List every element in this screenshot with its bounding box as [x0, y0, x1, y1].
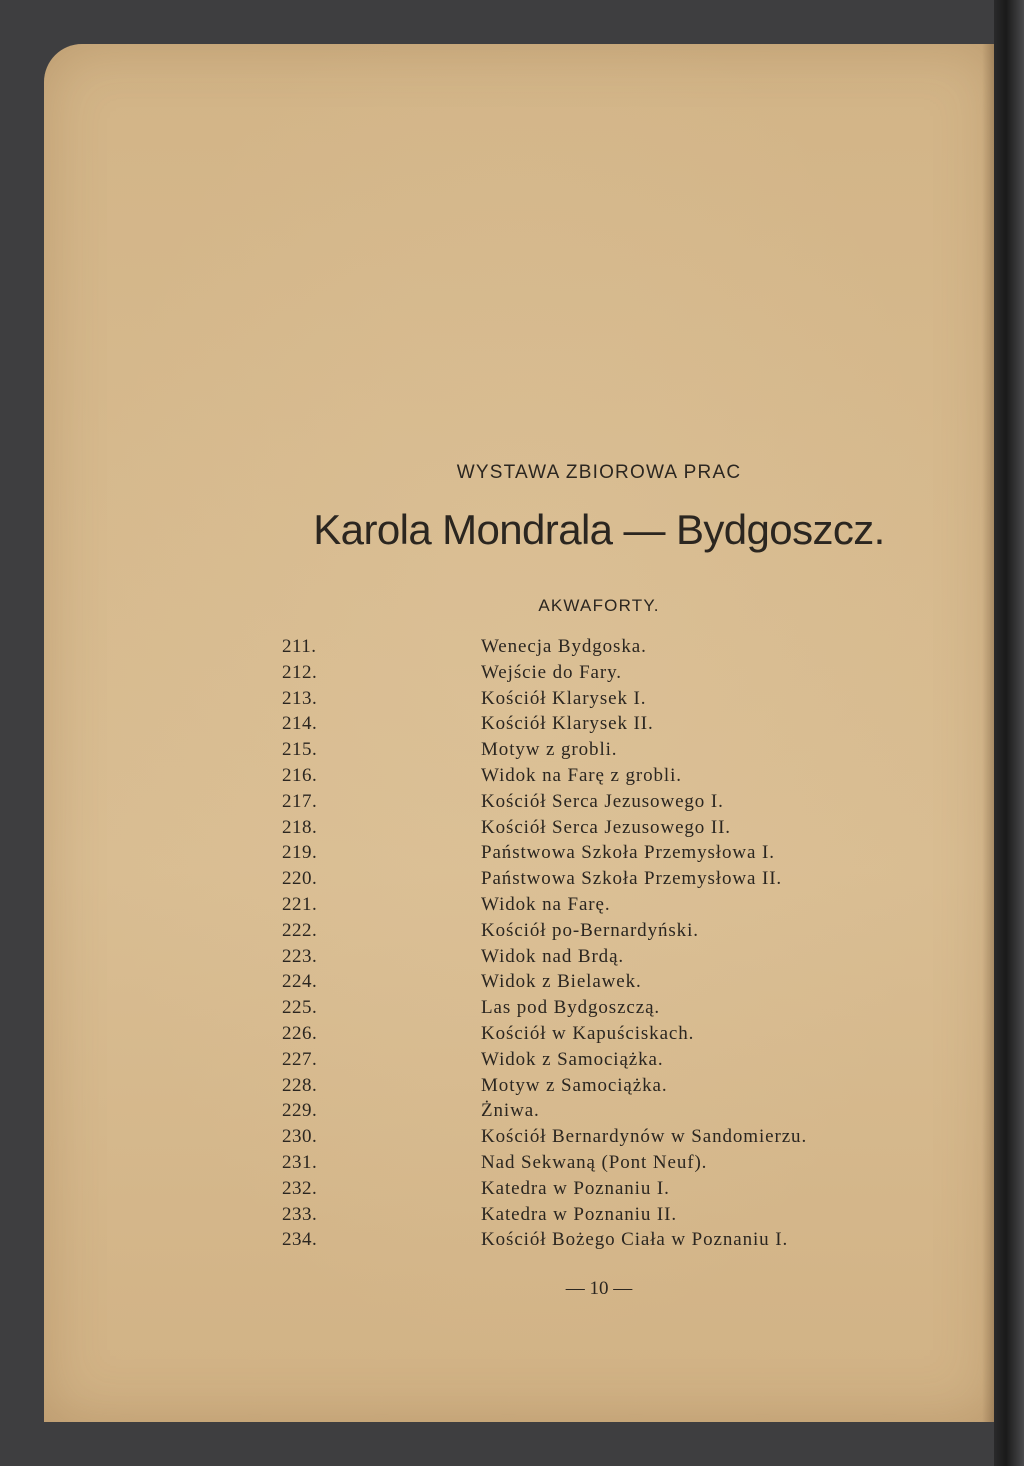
entry-title: Żniwa.	[481, 1100, 540, 1122]
entry-title: Widok na Farę.	[481, 893, 611, 915]
list-item	[44, 817, 1024, 843]
list-item	[44, 1126, 1024, 1152]
entry-number: 234.	[282, 1229, 318, 1251]
list-item	[44, 971, 1024, 997]
entry-number: 216.	[282, 764, 318, 786]
entry-title: Kościół Serca Jezusowego II.	[481, 816, 731, 838]
list-item	[44, 842, 1024, 868]
entry-title: Motyw z Samociążka.	[481, 1074, 668, 1096]
entry-number: 231.	[282, 1151, 318, 1173]
document-page	[44, 44, 996, 1422]
list-item	[44, 636, 1024, 662]
entry-title: Kościół Bernardynów w Sandomierzu.	[481, 1126, 808, 1148]
entry-title: Kościół Klarysek II.	[481, 713, 654, 735]
catalog-list	[44, 636, 1024, 1255]
entry-number: 222.	[282, 919, 318, 941]
list-item	[44, 997, 1024, 1023]
entry-number: 217.	[282, 790, 318, 812]
entry-number: 227.	[282, 1048, 318, 1070]
entry-number: 232.	[282, 1177, 318, 1199]
list-item	[44, 1152, 1024, 1178]
entry-title: Widok na Farę z grobli.	[481, 764, 682, 786]
list-item	[44, 1204, 1024, 1230]
entry-number: 226.	[282, 1022, 318, 1044]
entry-number: 211.	[282, 636, 317, 657]
entry-title: Kościół po-Bernardyński.	[481, 919, 699, 941]
entry-title: Nad Sekwaną (Pont Neuf).	[481, 1151, 708, 1173]
list-item	[44, 894, 1024, 920]
entry-number: 215.	[282, 739, 318, 761]
list-item	[44, 946, 1024, 972]
list-item	[44, 920, 1024, 946]
entry-title: Kościół Klarysek I.	[481, 687, 647, 709]
entry-number: 223.	[282, 945, 318, 967]
entry-title: Kościół Serca Jezusowego I.	[481, 790, 724, 812]
entry-number: 218.	[282, 816, 318, 838]
entry-number: 229.	[282, 1100, 318, 1122]
artist-heading: Karola Mondrala — Bydgoszcz.	[313, 506, 885, 553]
list-item	[44, 1023, 1024, 1049]
list-item	[44, 739, 1024, 765]
list-item	[44, 868, 1024, 894]
entry-title: Wenecja Bydgoska.	[481, 636, 647, 657]
entry-number: 220.	[282, 868, 318, 890]
entry-number: 212.	[282, 661, 318, 683]
entry-number: 214.	[282, 713, 318, 735]
list-item	[44, 1075, 1024, 1101]
entry-title: Motyw z grobli.	[481, 739, 618, 761]
list-item	[44, 765, 1024, 791]
entry-number: 224.	[282, 971, 318, 993]
entry-title: Widok z Samociążka.	[481, 1048, 664, 1070]
entry-number: 213.	[282, 687, 318, 709]
entry-title: Państwowa Szkoła Przemysłowa I.	[481, 842, 775, 864]
list-item	[44, 1229, 1024, 1255]
list-item	[44, 1178, 1024, 1204]
entry-number: 225.	[282, 997, 318, 1019]
entry-title: Kościół w Kapuściskach.	[481, 1022, 695, 1044]
list-item	[44, 791, 1024, 817]
entry-title: Wejście do Fary.	[481, 661, 622, 683]
entry-title: Państwowa Szkoła Przemysłowa II.	[481, 868, 783, 890]
entry-title: Widok z Bielawek.	[481, 971, 642, 993]
book-edge	[994, 0, 1024, 1466]
entry-title: Las pod Bydgoszczą.	[481, 997, 661, 1019]
entry-number: 228.	[282, 1074, 318, 1096]
entry-title: Kościół Bożego Ciała w Poznaniu I.	[481, 1229, 789, 1251]
exhibition-heading: WYSTAWA ZBIOROWA PRAC	[456, 462, 742, 483]
list-item	[44, 662, 1024, 688]
list-item	[44, 688, 1024, 714]
entry-number: 233.	[282, 1203, 318, 1225]
list-item	[44, 1049, 1024, 1075]
entry-number: 230.	[282, 1126, 318, 1148]
entry-title: Widok nad Brdą.	[481, 945, 625, 967]
page-number: — 10 —	[565, 1278, 633, 1299]
entry-title: Katedra w Poznaniu II.	[481, 1203, 678, 1225]
section-title: AKWAFORTY.	[538, 596, 660, 615]
list-item	[44, 1100, 1024, 1126]
entry-title: Katedra w Poznaniu I.	[481, 1177, 670, 1199]
list-item	[44, 713, 1024, 739]
entry-number: 221.	[282, 893, 318, 915]
entry-number: 219.	[282, 842, 318, 864]
